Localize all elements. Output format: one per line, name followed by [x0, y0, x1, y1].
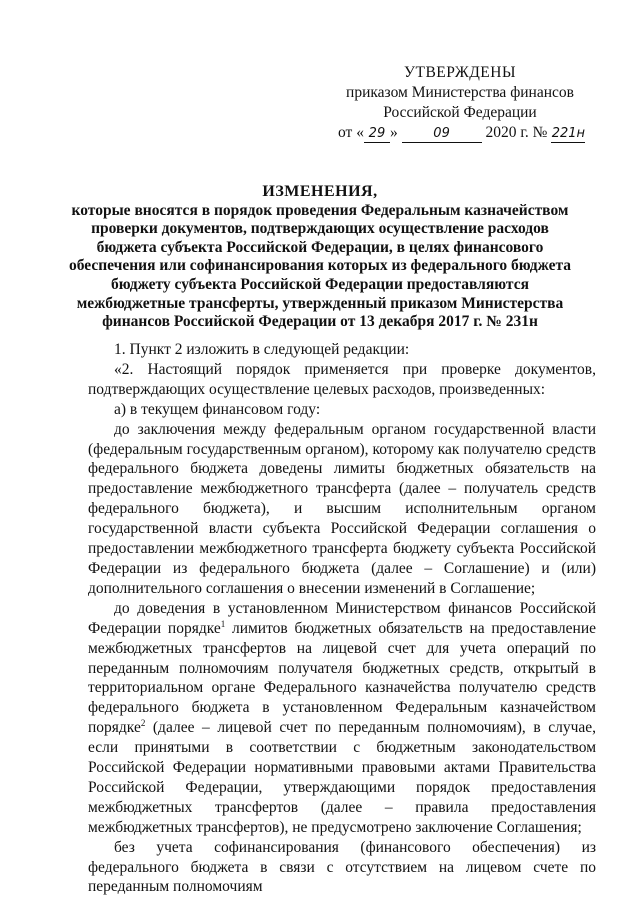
date-month: 09 [402, 126, 482, 143]
footnote-ref-1[interactable]: 1 [220, 618, 226, 629]
heading-subtitle: которые вносятся в порядок проведения Федеральным казначейством проверки документов, подтверждающих осуществление расходов бюджета субъекта Российской Федерации, в целях финансового обеспечения или софинансирования которых из федерального бюджета бюджету субъекта Российской Федерации предоставляются межбюджетные трансферты, утвержденный приказом Министерства финансов Российской Федерации от 13 декабря 2017 г. № 231н [68, 201, 572, 331]
document-body [88, 340, 596, 897]
approval-stamp [330, 63, 590, 143]
paragraph-5 [88, 599, 596, 838]
approval-line-1: приказом Министерства финансов [346, 84, 574, 101]
footnote-ref-2[interactable]: 2 [140, 718, 146, 729]
paragraph-2: «2. Настоящий порядок применяется при проверке документов, подтверждающих осуществление целевых расходов, произведенных: [88, 360, 596, 398]
paragraph-1: 1. Пункт 2 изложить в следующей редакции: [114, 341, 410, 358]
approval-date-line [330, 123, 590, 143]
paragraph-5-part-a: до доведения в установленном Министерством финансов Российской Федерации порядке [88, 599, 596, 637]
approval-line-2: Российской Федерации [383, 104, 537, 121]
order-number: 221н [551, 126, 586, 141]
date-prefix: от « [338, 124, 364, 141]
paragraph-3: а) в текущем финансовом году: [114, 400, 321, 418]
date-mid: » [389, 124, 398, 141]
approval-title: УТВЕРЖДЕНЫ [404, 64, 516, 81]
document-heading [60, 183, 580, 332]
date-day: 29 [364, 126, 390, 143]
paragraph-6: без учета софинансирования (финансового обеспечения) из федерального бюджета в связи с отсутствием на лицевом счете по переданным полномочиям [88, 838, 596, 896]
date-year: 2020 г. № [485, 124, 548, 141]
paragraph-5-part-c: (далее – лицевой счет по переданным полномочиям), в случае, если принятыми в соответствии с бюджетным законодательством Российской Федерации нормативными правовыми актами Правительства Российской Федерации, утверждающими порядок предоставления межбюджетных трансфертов (далее – правила предоставления межбюджетных трансфертов), не предусмотрено заключение Соглашения; [88, 719, 596, 836]
heading-title: ИЗМЕНЕНИЯ, [262, 183, 378, 200]
paragraph-4: до заключения между федеральным органом государственной власти (федеральным государственным органом), которому как получателю средств федерального бюджета доведены лимиты бюджетных обязательств на предоставление межбюджетного трансферта (далее – получатель средств федерального бюджета), и высшим исполнительным органом государственной власти субъекта Российской Федерации соглашения о предоставлении межбюджетного трансферта бюджету субъекта Российской Федерации из федерального бюджета (далее – Соглашение) и (или) дополнительного соглашения о внесении изменений в Соглашение; [88, 420, 596, 597]
paragraph-5-part-b: лимитов бюджетных обязательств на предоставление межбюджетных трансфертов на лицевой счет для учета операций по переданным полномочиям получателя бюджетных средств, открытый в территориальном органе Федерального казначейства получателю средств федерального бюджета в установленном Федеральным казначейством порядке [88, 619, 596, 737]
